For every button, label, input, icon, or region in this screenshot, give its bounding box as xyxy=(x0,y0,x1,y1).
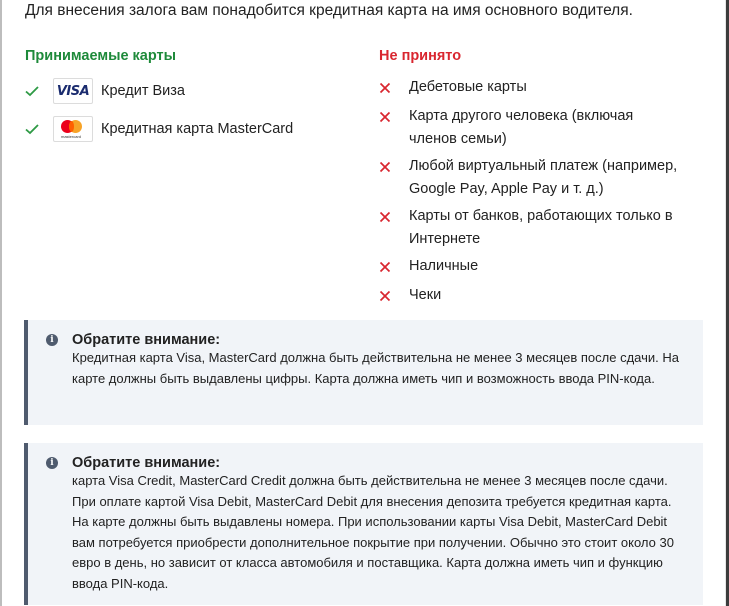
mastercard-logo: mastercard xyxy=(53,116,93,142)
info-icon: i xyxy=(46,457,58,469)
notice-title: Обратите внимание: xyxy=(72,455,221,471)
cross-icon xyxy=(379,284,409,309)
rejected-item: Наличные xyxy=(379,255,709,280)
rejected-cards-heading: Не принято xyxy=(379,48,462,64)
cross-icon xyxy=(379,105,409,130)
accepted-cards-heading: Принимаемые карты xyxy=(25,48,177,64)
info-icon: i xyxy=(46,334,58,346)
intro-text: Для внесения залога вам понадобится кредитная карта на имя основного водителя. xyxy=(25,2,633,19)
cross-icon xyxy=(379,155,409,180)
notice-body: карта Visa Credit, MasterCard Credit должна быть действительна не менее 3 месяцев после сдачи. При оплате картой Visa Debit, MasterCard Debit для внесения депозита требуется кредитная карта. На карте должны быть выдавлены номера. При использовании карты Visa Debit, MasterCard Debit вам потребуется приобрести дополнительное покрытие при получении. Обычно это стоит около 30 евро в день, но зависит от класса автомобиля и поставщика. Карта должна иметь чип и функцию ввода PIN-кода. xyxy=(72,473,674,591)
notice-box xyxy=(24,320,703,425)
cross-icon xyxy=(379,255,409,280)
left-frame-edge xyxy=(0,0,2,606)
cross-icon xyxy=(379,205,409,230)
notice-title: Обратите внимание: xyxy=(72,332,221,348)
rejected-item: Карты от банков, работающих только в Интернете xyxy=(379,205,709,251)
rejected-item: Дебетовые карты xyxy=(379,76,709,101)
accepted-item-visa xyxy=(25,76,355,106)
accepted-item-mastercard xyxy=(25,114,355,144)
check-icon xyxy=(25,85,53,97)
rejected-item: Карта другого человека (включая членов семьи) xyxy=(379,105,709,151)
rejected-item: Любой виртуальный платеж (например, Google Pay, Apple Pay и т. д.) xyxy=(379,155,709,201)
accepted-item-label: Кредит Виза xyxy=(101,83,185,99)
notice-body: Кредитная карта Visa, MasterCard должна быть действительна не менее 3 месяцев после сдачи. На карте должны быть выдавлены цифры. Карта должна иметь чип и возможность ввода PIN-кода. xyxy=(72,350,679,386)
cross-icon xyxy=(379,76,409,101)
notice-box xyxy=(24,443,703,605)
visa-logo: VISA xyxy=(53,78,93,104)
rejected-item: Чеки xyxy=(379,284,709,309)
accepted-cards-section xyxy=(25,46,355,152)
check-icon xyxy=(25,123,53,135)
accepted-item-label: Кредитная карта MasterCard xyxy=(101,121,294,137)
rejected-cards-section xyxy=(379,46,709,313)
